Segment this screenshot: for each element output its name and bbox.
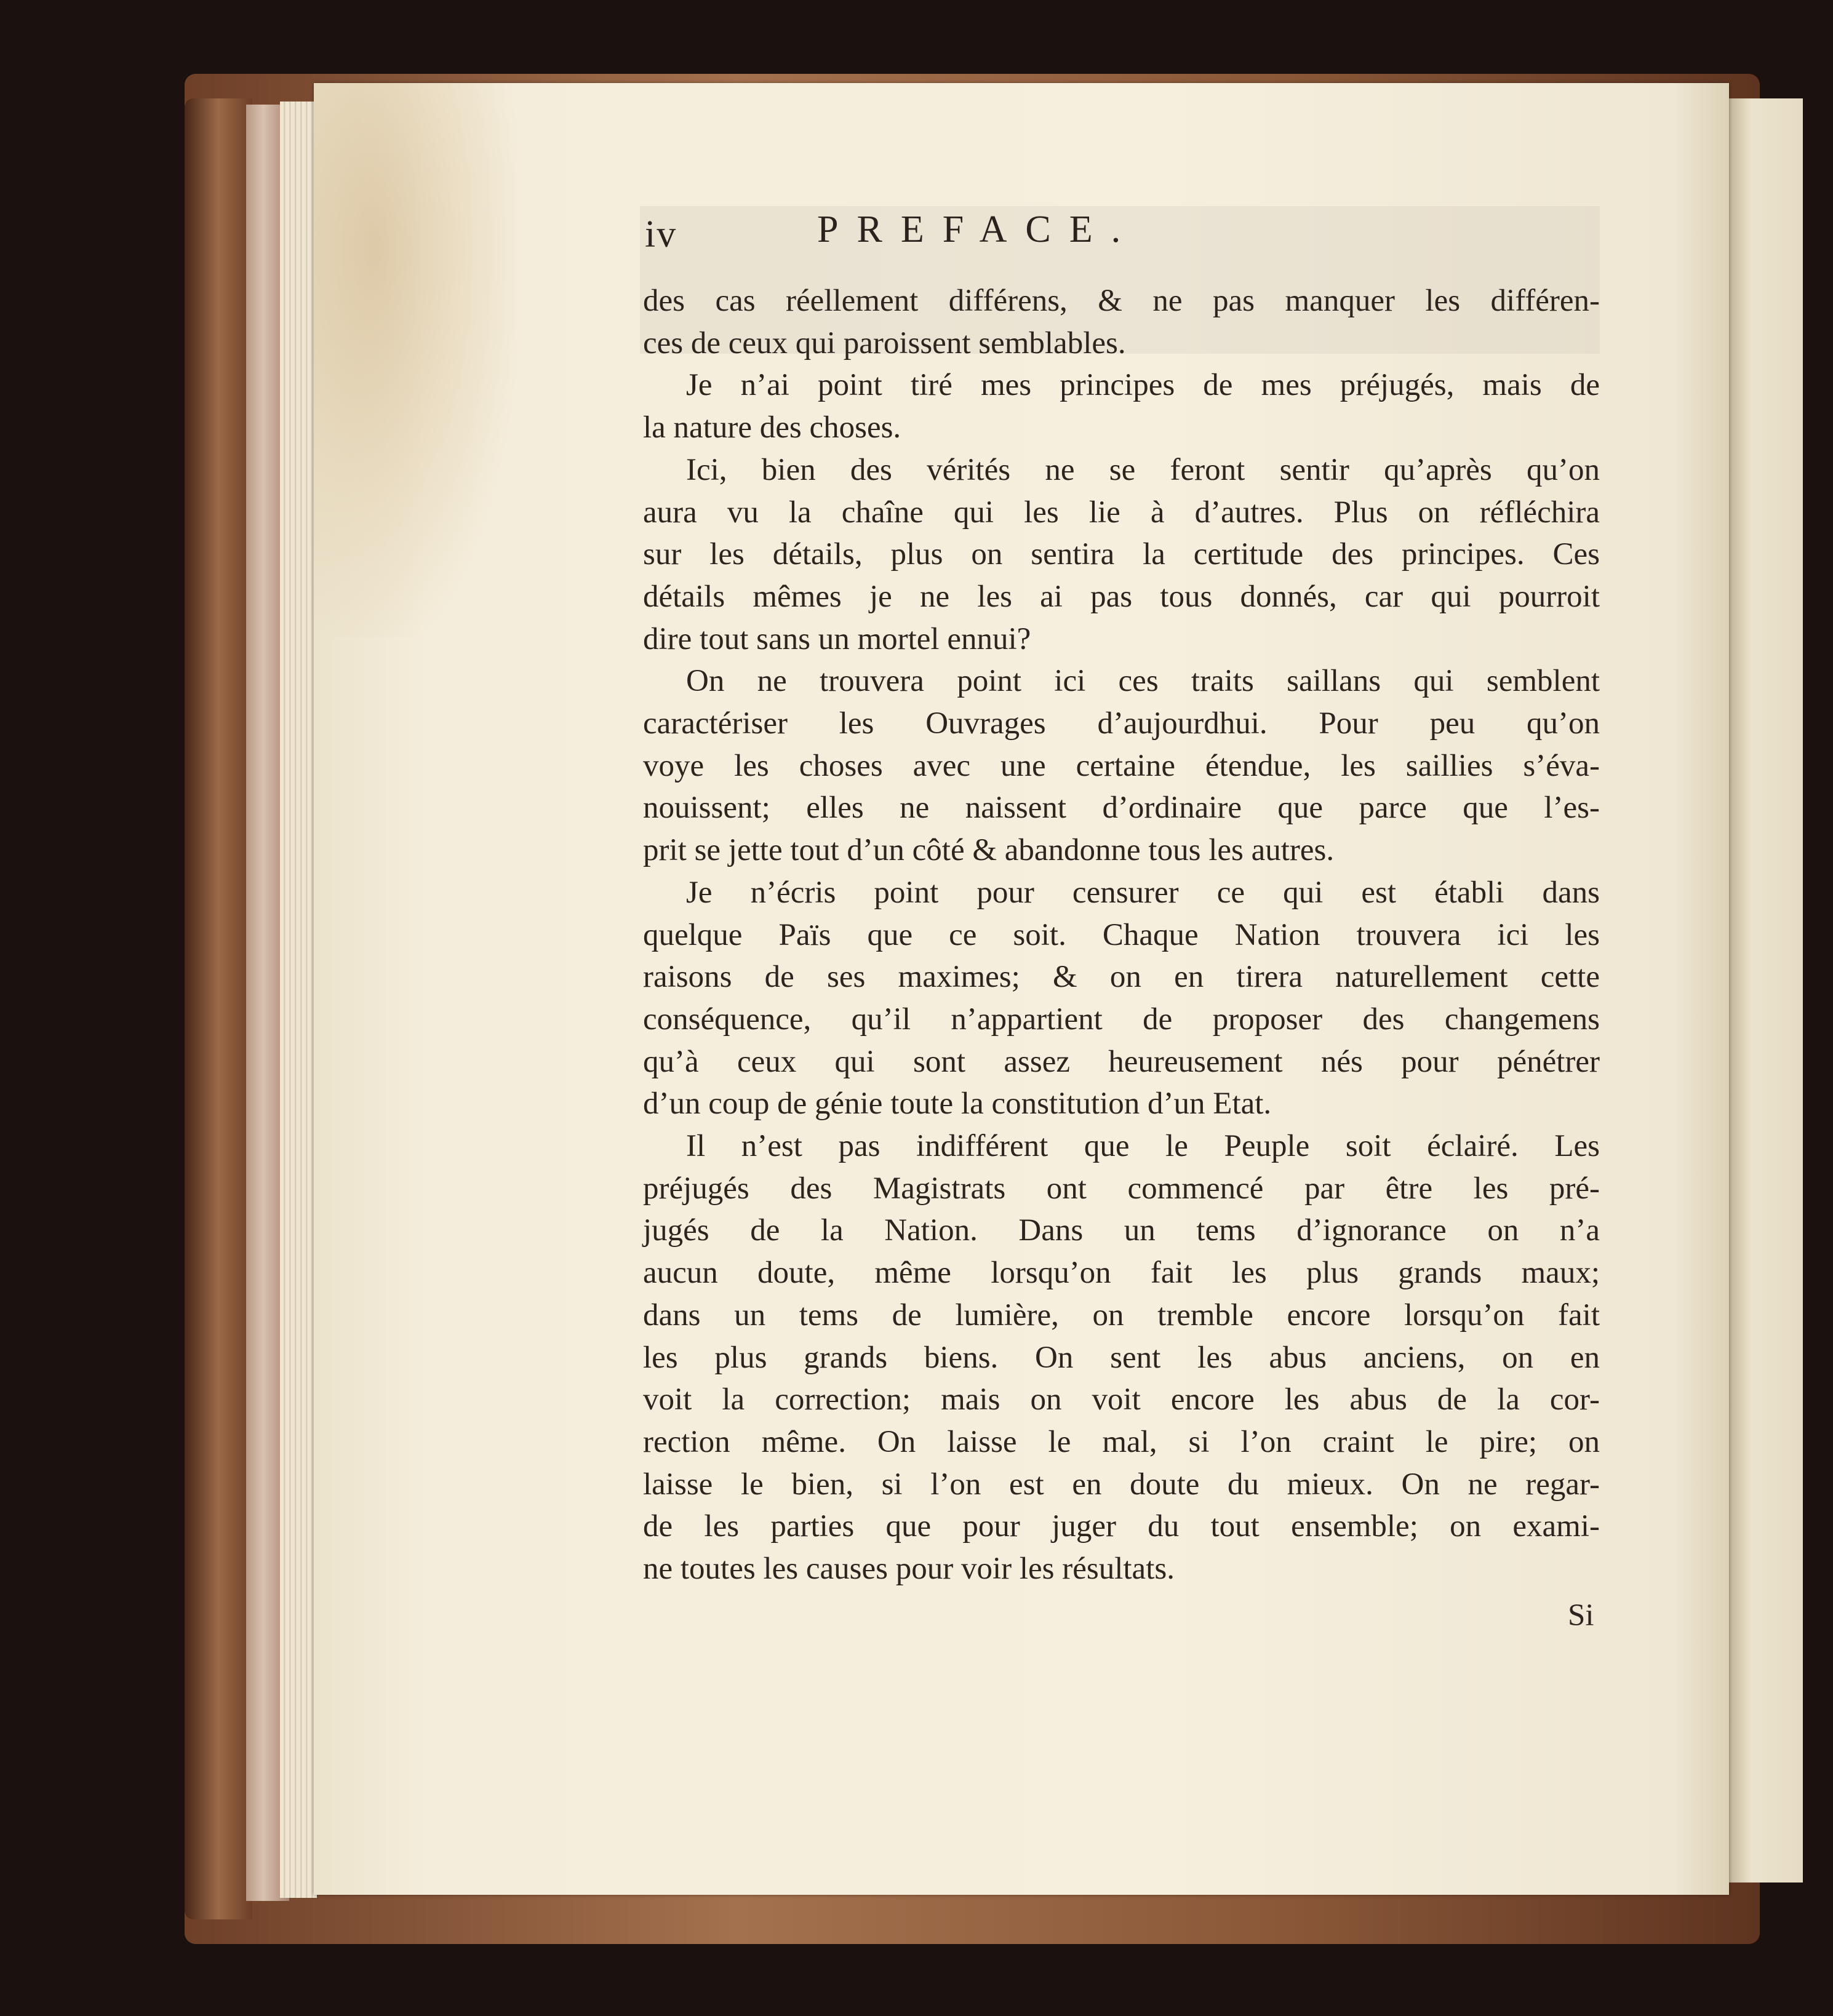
text-line: nouissent; elles ne naissent d’ordinaire que parce que l’es- [643, 791, 1600, 826]
body-text [643, 280, 1600, 1590]
text-line: les plus grands biens. On sent les abus anciens, on en [643, 1340, 1600, 1375]
water-stain [314, 83, 517, 637]
text-line: préjugés des Magistrats ont commencé par être les pré- [643, 1171, 1600, 1206]
text-line: raisons de ses maximes; & on en tirera naturellement cette [643, 960, 1600, 995]
text-line: voye les choses avec une certaine étendue, les saillies s’éva- [643, 748, 1600, 783]
text-line: Il n’est pas indifférent que le Peuple soit éclairé. Les [686, 1129, 1600, 1164]
text-line: Je n’ai point tiré mes principes de mes préjugés, mais de [686, 368, 1600, 403]
text-line: laisse le bien, si l’on est en doute du mieux. On ne regar- [643, 1467, 1600, 1502]
catchword: Si [1568, 1598, 1594, 1633]
text-line: rection même. On laisse le mal, si l’on craint le pire; on [643, 1424, 1600, 1459]
text-line: conséquence, qu’il n’appartient de proposer des changemens [643, 1002, 1600, 1037]
text-line: aucun doute, même lorsqu’on fait les plus grands maux; [643, 1256, 1600, 1291]
text-line: la nature des choses. [643, 410, 901, 445]
text-line: ne toutes les causes pour voir les résultats. [643, 1552, 1175, 1587]
text-line: Ici, bien des vérités ne se feront sentir qu’après qu’on [686, 452, 1600, 487]
text-line: Je n’écris point pour censurer ce qui est établi dans [686, 875, 1600, 910]
text-line: dire tout sans un mortel ennui? [643, 621, 1031, 656]
text-line: jugés de la Nation. Dans un tems d’ignorance on n’a [643, 1213, 1600, 1248]
text-line: ces de ceux qui paroissent semblables. [643, 325, 1126, 361]
text-line: aura vu la chaîne qui les lie à d’autres. Plus on réfléchira [643, 495, 1600, 530]
text-line: On ne trouvera point ici ces traits saillans qui semblent [686, 664, 1600, 699]
page-header [645, 208, 1592, 263]
book-spine-edge [185, 98, 252, 1919]
text-line: caractériser les Ouvrages d’aujourdhui. Pour peu qu’on [643, 706, 1600, 741]
text-line: qu’à ceux qui sont assez heureusement nés pour pénétrer [643, 1044, 1600, 1079]
page-number: iv [645, 213, 677, 255]
running-head: PREFACE. [817, 209, 1140, 250]
text-line: des cas réellement différens, & ne pas manquer les différen- [643, 284, 1600, 318]
text-line: prit se jette tout d’un côté & abandonne tous les autres. [643, 833, 1335, 868]
text-line: dans un tems de lumière, on tremble encore lorsqu’on fait [643, 1297, 1600, 1333]
text-line: de les parties que pour juger du tout ensemble; on exami- [643, 1509, 1600, 1544]
text-line: d’un coup de génie toute la constitution d’un Etat. [643, 1086, 1272, 1122]
text-line: sur les détails, plus on sentira la certitude des principes. Ces [643, 537, 1600, 572]
text-line: voit la correction; mais on voit encore les abus de la cor- [643, 1382, 1600, 1417]
text-line: quelque Païs que ce soit. Chaque Nation trouvera ici les [643, 917, 1600, 952]
page-edges [280, 102, 317, 1898]
text-line: détails mêmes je ne les ai pas tous donnés, car qui pourroit [643, 579, 1600, 614]
facing-page-edge [1729, 98, 1803, 1883]
